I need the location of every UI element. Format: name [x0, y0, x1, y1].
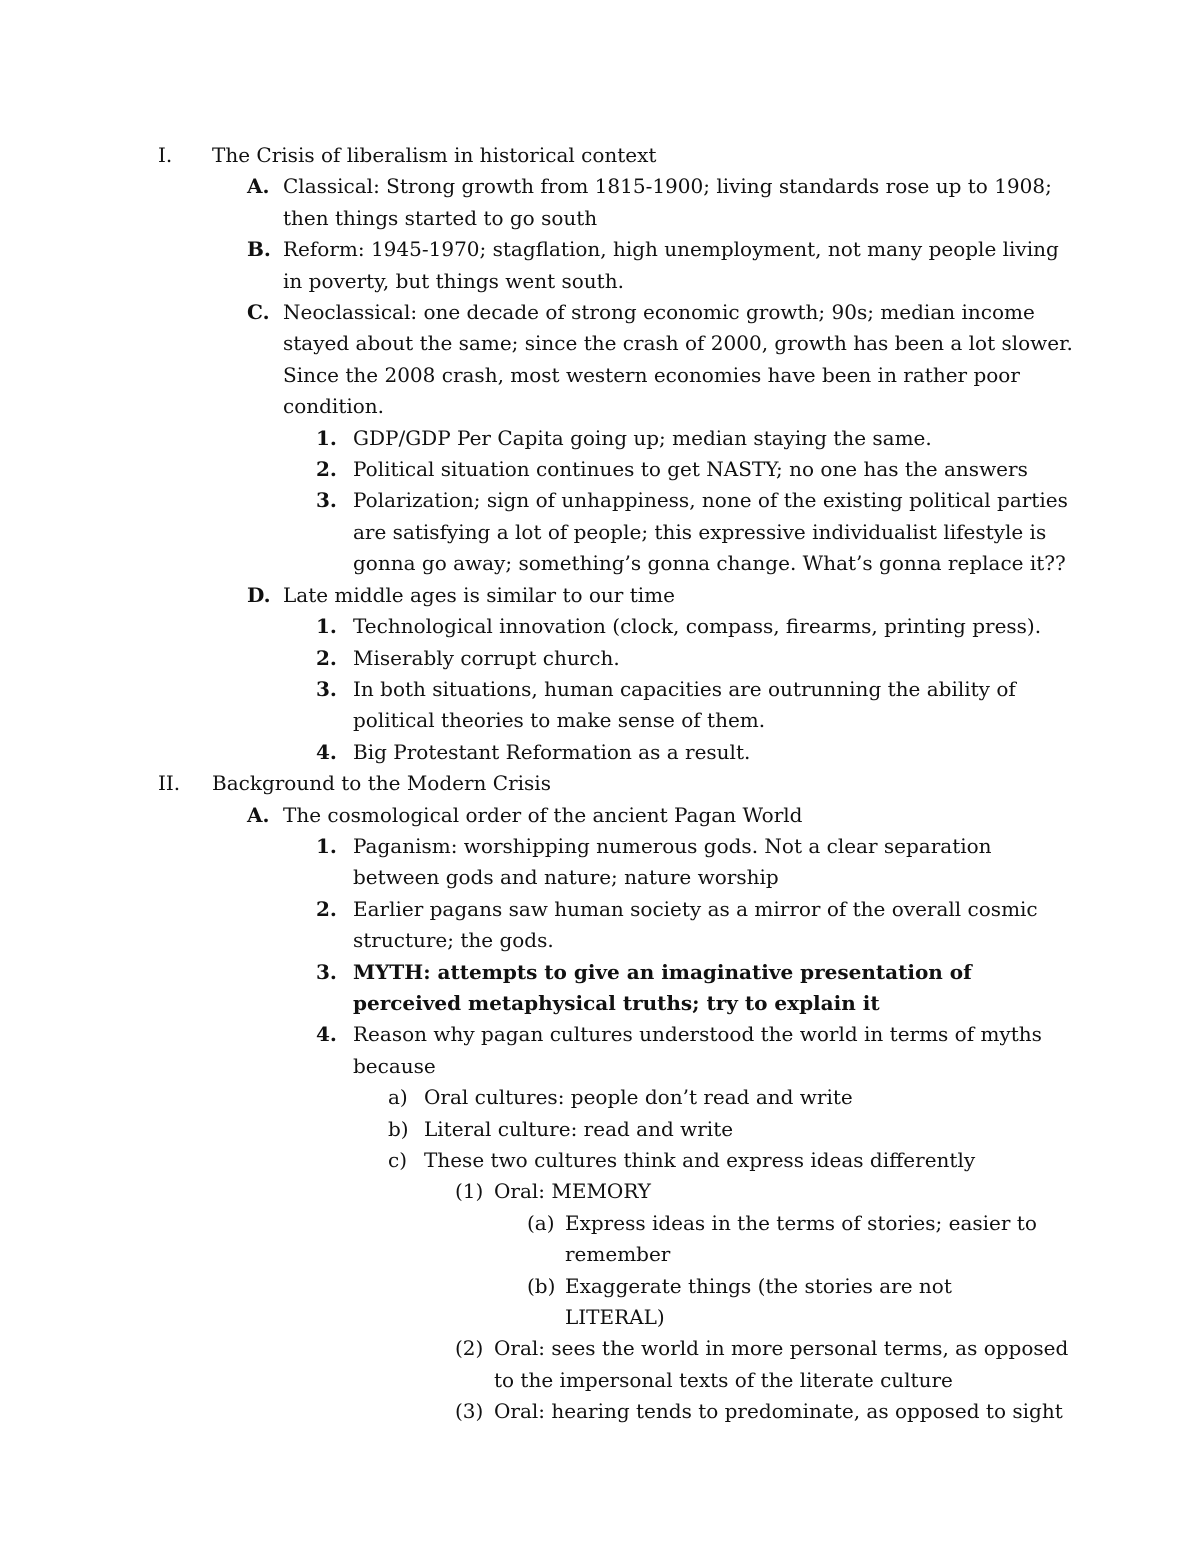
- outline-marker: 4.: [316, 739, 337, 764]
- outline-marker: 1.: [316, 614, 337, 639]
- outline-text: Earlier pagans saw human society as a mirror of the overall cosmic structure; the gods.: [353, 896, 1038, 953]
- outline-text: Background to the Modern Crisis: [212, 771, 551, 796]
- outline-marker: 4.: [316, 1022, 337, 1047]
- outline-text: Oral cultures: people don’t read and write: [424, 1085, 853, 1110]
- outline-text: Reason why pagan cultures understood the world in terms of myths because: [353, 1022, 1042, 1078]
- outline-text: Miserably corrupt church.: [353, 645, 620, 670]
- outline-marker: 1.: [316, 833, 337, 858]
- outline-text: Late middle ages is similar to our time: [283, 582, 675, 607]
- outline-marker: a): [388, 1085, 408, 1110]
- outline-text: Technological innovation (clock, compass, firearms, printing press).: [353, 614, 1042, 639]
- outline-text: Big Protestant Reformation as a result.: [353, 739, 751, 764]
- outline-marker: 1.: [316, 425, 337, 450]
- outline-item-level-5: [0, 1333, 1200, 1396]
- outline-text: MYTH: attempts to give an imaginative presentation of perceived metaphysical truths; try to explain it: [353, 959, 972, 1015]
- outline-item-level-1: [0, 140, 1200, 171]
- outline-marker: (2): [455, 1336, 484, 1361]
- outline-marker: C.: [247, 300, 270, 325]
- outline-marker: b): [388, 1116, 409, 1141]
- outline-marker: 2.: [316, 457, 337, 482]
- outline-item-level-5: [0, 1396, 1200, 1427]
- outline-item-level-2: [0, 234, 1200, 297]
- outline-item-level-3: [0, 1019, 1200, 1082]
- outline-item-level-2: [0, 800, 1200, 831]
- outline-text: Political situation continues to get NASTY; no one has the answers: [353, 457, 1028, 482]
- outline-item-level-3: [0, 674, 1200, 737]
- outline-item-level-4: [0, 1145, 1200, 1176]
- outline-text: GDP/GDP Per Capita going up; median staying the same.: [353, 425, 932, 450]
- outline-marker: (b): [527, 1273, 556, 1298]
- outline-item-level-3: [0, 957, 1200, 1020]
- outline-item-level-1: [0, 768, 1200, 799]
- outline-item-level-3: [0, 485, 1200, 579]
- outline-marker: D.: [247, 582, 271, 607]
- outline-item-level-3: [0, 454, 1200, 485]
- outline-text: Exaggerate things (the stories are not LITERAL): [565, 1273, 952, 1330]
- outline-item-level-6: [0, 1271, 1200, 1334]
- outline-list: [0, 140, 1200, 1428]
- outline-marker: (a): [527, 1210, 555, 1235]
- outline-text: Oral: MEMORY: [494, 1179, 651, 1204]
- outline-text: Reform: 1945-1970; stagflation, high unemployment, not many people living in poverty, but things went south.: [283, 237, 1059, 293]
- outline-item-level-3: [0, 894, 1200, 957]
- outline-marker: A.: [247, 174, 270, 199]
- outline-marker: 3.: [316, 676, 337, 701]
- outline-text: Polarization; sign of unhappiness, none of the existing political parties are satisfying a lot of people; this expressive individualist lifestyle is gonna go away; something’s gonna change. What’s gonna replace it??: [353, 488, 1068, 576]
- outline-item-level-3: [0, 643, 1200, 674]
- outline-text: Classical: Strong growth from 1815-1900; living standards rose up to 1908; then things started to go south: [283, 174, 1052, 230]
- outline-text: Oral: hearing tends to predominate, as opposed to sight: [494, 1399, 1063, 1424]
- outline-marker: (3): [455, 1399, 484, 1424]
- outline-marker: I.: [158, 143, 173, 167]
- outline-text: These two cultures think and express ideas differently: [424, 1148, 976, 1172]
- outline-marker: II.: [158, 771, 181, 796]
- outline-item-level-3: [0, 831, 1200, 894]
- outline-marker: B.: [247, 237, 271, 262]
- outline-marker: 2.: [316, 645, 337, 670]
- outline-item-level-4: [0, 1114, 1200, 1145]
- outline-text: The cosmological order of the ancient Pagan World: [283, 802, 803, 827]
- outline-item-level-3: [0, 737, 1200, 768]
- outline-text: The Crisis of liberalism in historical context: [212, 143, 657, 167]
- outline-text: Oral: sees the world in more personal terms, as opposed to the impersonal texts of the literate culture: [494, 1336, 1069, 1392]
- outline-item-level-6: [0, 1208, 1200, 1271]
- outline-text: Paganism: worshipping numerous gods. Not a clear separation between gods and nature; nature worship: [353, 833, 992, 890]
- outline-marker: c): [388, 1148, 408, 1172]
- outline-item-level-5: [0, 1176, 1200, 1207]
- outline-item-level-2: [0, 171, 1200, 234]
- outline-marker: (1): [455, 1179, 484, 1204]
- outline-item-level-3: [0, 423, 1200, 454]
- outline-marker: 2.: [316, 896, 337, 921]
- outline-item-level-3: [0, 611, 1200, 642]
- outline-text: Literal culture: read and write: [424, 1116, 734, 1141]
- outline-text: Express ideas in the terms of stories; easier to remember: [565, 1210, 1037, 1267]
- outline-marker: A.: [247, 802, 270, 827]
- outline-text: In both situations, human capacities are outrunning the ability of political theories to make sense of them.: [353, 676, 1016, 733]
- outline-text: Neoclassical: one decade of strong economic growth; 90s; median income stayed about the same; since the crash of 2000, growth has been a lot slower. Since the 2008 crash, most western economies have been in rather poor condition.: [283, 300, 1073, 419]
- outline-marker: 3.: [316, 488, 337, 513]
- outline-item-level-2: [0, 580, 1200, 611]
- outline-item-level-4: [0, 1082, 1200, 1113]
- outline-item-level-2: [0, 297, 1200, 423]
- outline-marker: 3.: [316, 959, 337, 984]
